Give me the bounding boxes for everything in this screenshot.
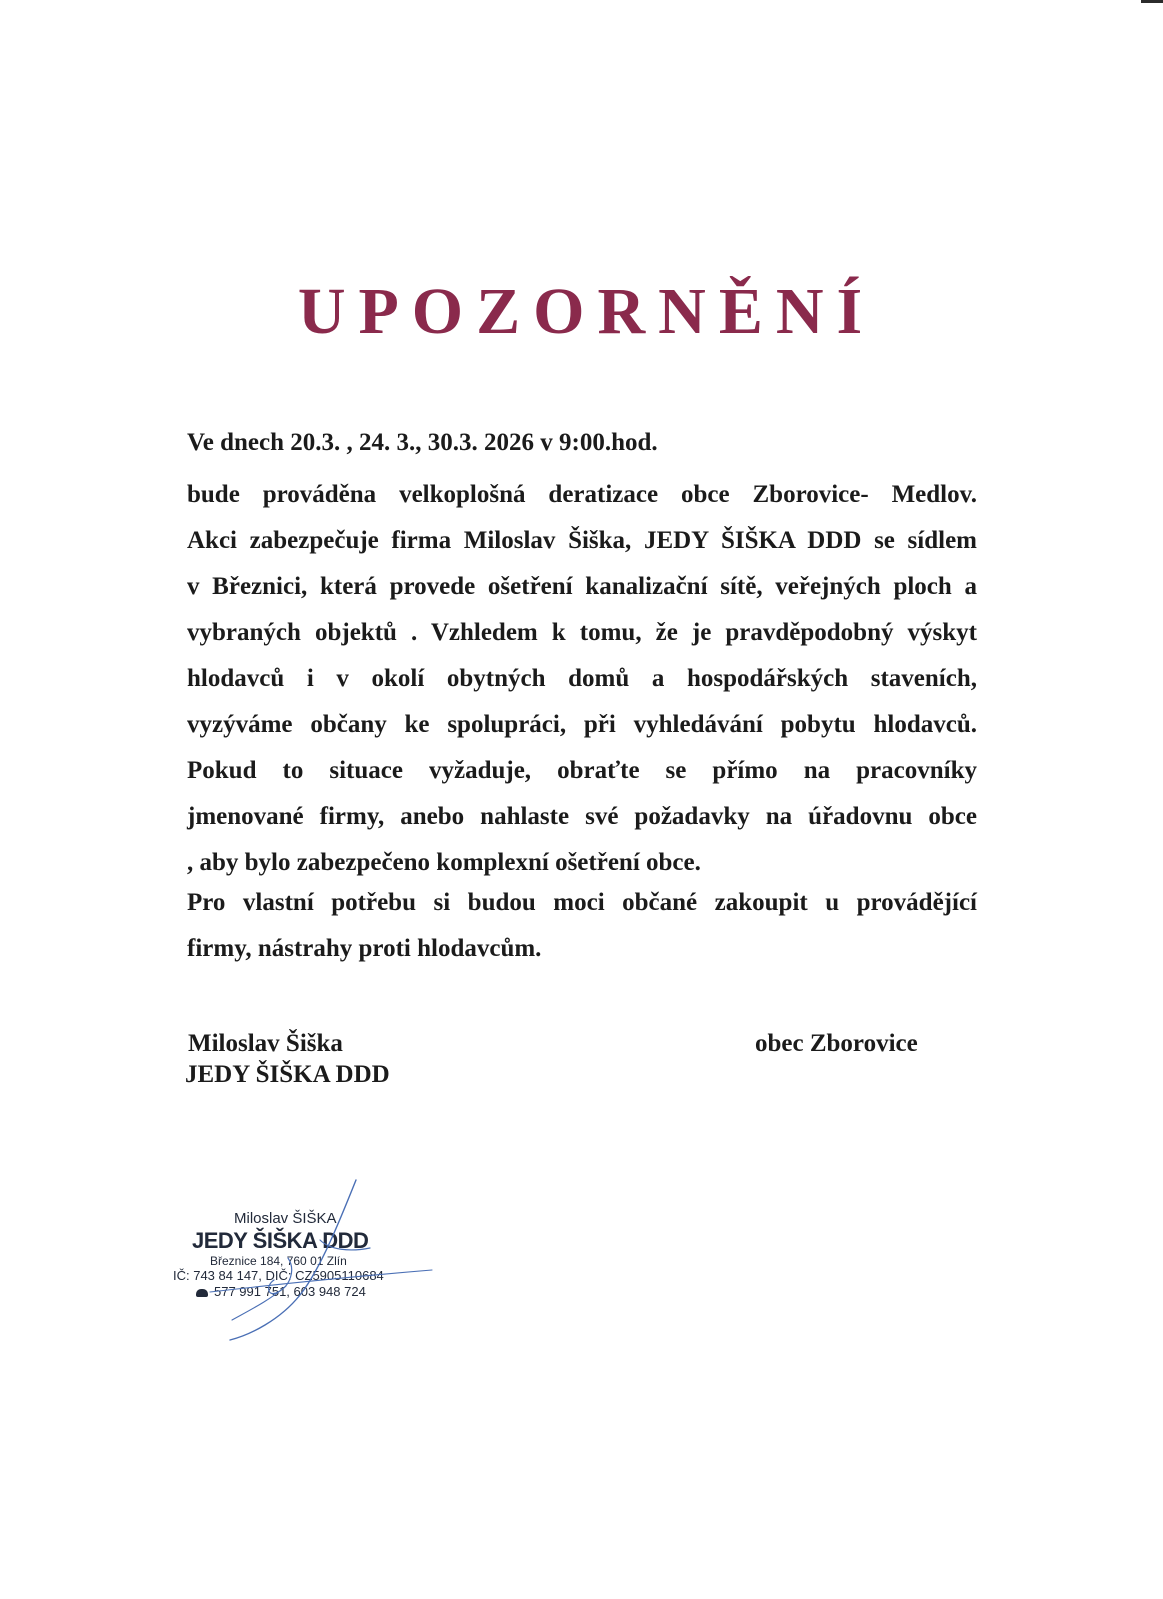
paragraph-line: bude prováděna velkoplošná deratizace obce Zborovice- Medlov. bbox=[187, 481, 977, 508]
paragraph-line: Akci zabezpečuje firma Miloslav Šiška, JEDY ŠIŠKA DDD se sídlem bbox=[187, 527, 977, 554]
signatory-name: Miloslav Šiška bbox=[188, 1030, 343, 1057]
company-stamp bbox=[170, 1200, 470, 1360]
notice-dates bbox=[187, 420, 977, 466]
paragraph-line: vybraných objektů . Vzhledem k tomu, že je pravděpodobný výskyt bbox=[187, 619, 977, 646]
signature-stroke bbox=[232, 1286, 286, 1320]
paragraph-line: v Březnici, která provede ošetření kanalizační sítě, veřejných ploch a bbox=[187, 573, 977, 600]
stamp-address: Březnice 184, 760 01 Zlín bbox=[210, 1254, 347, 1268]
paragraph-line: jmenované firmy, anebo nahlaste své požadavky na úřadovnu obce bbox=[187, 803, 977, 830]
signature-block-municipality bbox=[755, 1028, 918, 1059]
scan-edge-mark bbox=[1141, 0, 1163, 3]
stamp-ids: IČ: 743 84 147, DIČ: CZ5905110684 bbox=[173, 1268, 384, 1283]
signature-stroke bbox=[269, 1258, 292, 1294]
handwritten-signature bbox=[170, 1200, 470, 1360]
stamp-phones: 577 991 751, 603 948 724 bbox=[214, 1284, 366, 1299]
signature-stroke bbox=[230, 1180, 356, 1340]
signature-stroke bbox=[210, 1270, 432, 1292]
stamp-owner: Miloslav ŠIŠKA bbox=[234, 1210, 337, 1227]
stamp-company: JEDY ŠIŠKA DDD bbox=[192, 1228, 369, 1253]
paragraph-line: vyzýváme občany ke spolupráci, při vyhledávání pobytu hlodavců. bbox=[187, 711, 977, 738]
notice-title: UPOZORNĚNÍ bbox=[297, 275, 876, 348]
dates-line: Ve dnech 20.3. , 24. 3., 30.3. 2026 v 9:00.hod. bbox=[187, 429, 658, 456]
paragraph-line: Pro vlastní potřebu si budou moci občané zakoupit u provádějící bbox=[187, 889, 977, 916]
notice-paragraph-1 bbox=[187, 472, 977, 886]
signatory-company: JEDY ŠIŠKA DDD bbox=[185, 1061, 390, 1088]
paragraph-line: , aby bylo zabezpečeno komplexní ošetření obce. bbox=[187, 849, 701, 876]
paragraph-line: hlodavců i v okolí obytných domů a hospodářských staveních, bbox=[187, 665, 977, 692]
signature-block-company bbox=[185, 1028, 390, 1090]
municipality-name: obec Zborovice bbox=[755, 1030, 918, 1057]
paragraph-line: Pokud to situace vyžaduje, obraťte se přímo na pracovníky bbox=[187, 757, 977, 784]
paragraph-line: firmy, nástrahy proti hlodavcům. bbox=[187, 935, 542, 962]
notice-paragraph-2 bbox=[187, 880, 977, 972]
